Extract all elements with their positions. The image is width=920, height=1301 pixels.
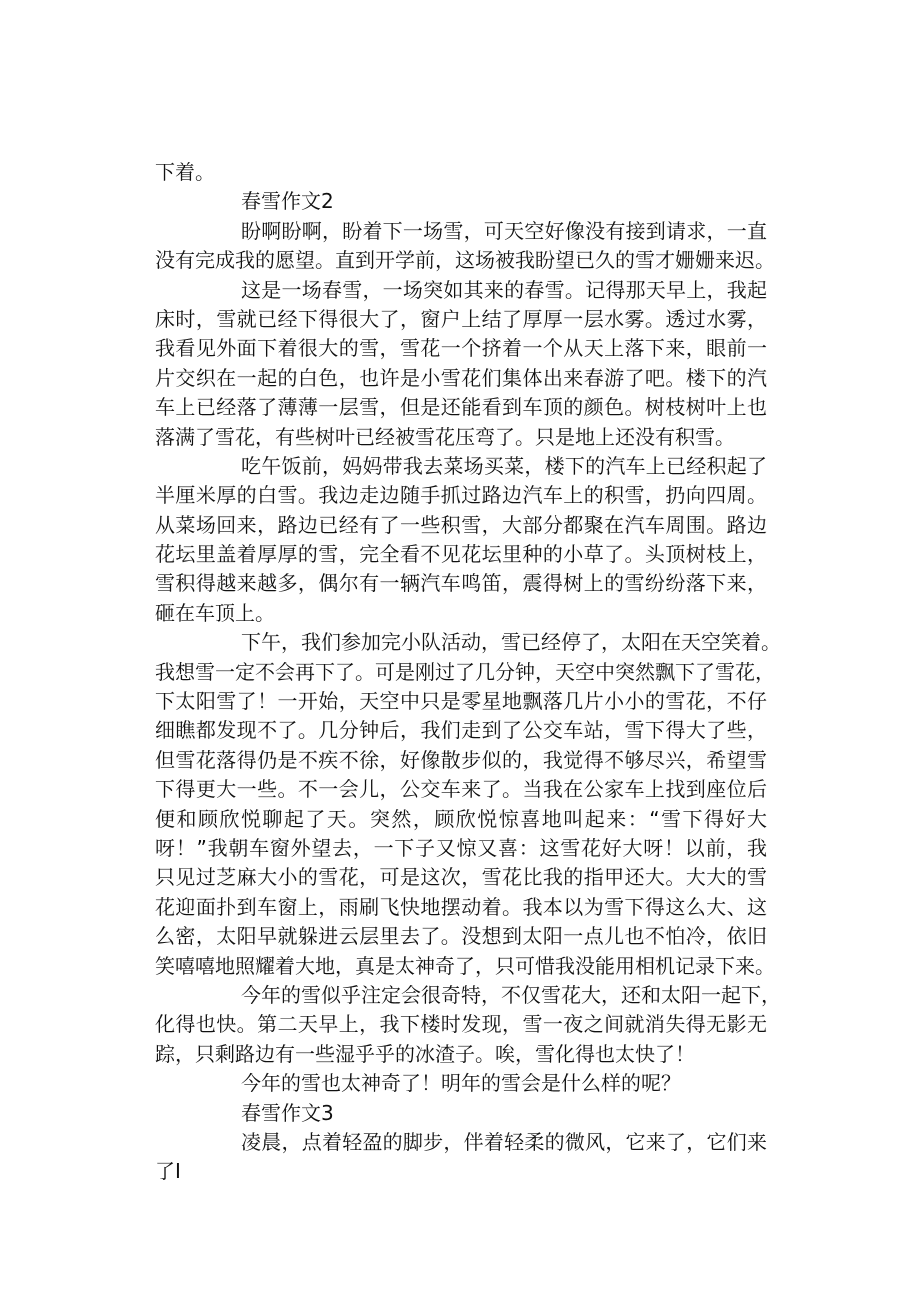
text-line: 盼啊盼啊，盼着下一场雪，可天空好像没有接到请求，一直 [241,218,767,243]
text-line: 床时，雪就已经下得很大了，窗户上结了厚厚一层水雾。透过水雾， [155,306,767,331]
text-line: 只见过芝麻大小的雪花，可是这次，雪花比我的指甲还大。大大的雪 [155,865,767,890]
text-line: 但雪花落得仍是不疾不徐，好像散步似的，我觉得不够尽兴，希望雪 [155,747,767,772]
text-line: 今年的雪也太神奇了！明年的雪会是什么样的呢？ [241,1071,681,1096]
text-line: 踪，只剩路边有一些湿乎乎的冰渣子。唉，雪化得也太快了！ [155,1041,695,1066]
text-line: 细瞧都发现不了。几分钟后，我们走到了公交车站，雪下得大了些， [155,718,767,743]
text-line: 砸在车顶上。 [155,600,275,625]
text-line: 便和顾欣悦聊起了天。突然，顾欣悦惊喜地叫起来：“雪下得好大 [155,806,767,831]
text-line: 我看见外面下着很大的雪，雪花一个挤着一个从天上落下来，眼前一 [155,336,767,361]
text-line: 车上已经落了薄薄一层雪，但是还能看到车顶的颜色。树枝树叶上也 [155,395,767,420]
text-line: 呀！”我朝车窗外望去，一下子又惊又喜：这雪花好大呀！以前，我 [155,835,767,860]
text-line: 从菜场回来，路边已经有了一些积雪，大部分都聚在汽车周围。路边 [155,512,767,537]
text-line: 么密，太阳早就躲进云层里去了。没想到太阳一点儿也不怕冷，依旧 [155,924,767,949]
text-line: 下得更大一些。不一会儿，公交车来了。当我在公家车上找到座位后 [155,777,767,802]
text-line: 花迎面扑到车窗上，雨刷飞快地摆动着。我本以为雪下得这么大、这 [155,894,767,919]
text-line: 了I [155,1159,181,1184]
text-line: 吃午饭前，妈妈带我去菜场买菜，楼下的汽车上已经积起了 [241,453,767,478]
text-line: 没有完成我的愿望。直到开学前，这场被我盼望已久的雪才姗姗来迟。 [155,248,775,273]
text-line: 春雪作文2 [241,189,334,214]
text-line: 落满了雪花，有些树叶已经被雪花压弯了。只是地上还没有积雪。 [155,424,735,449]
text-line: 下太阳雪了！一开始，天空中只是零星地飘落几片小小的雪花，不仔 [155,689,767,714]
text-line: 化得也快。第二天早上，我下楼时发现，雪一夜之间就消失得无影无 [155,1012,767,1037]
text-line: 这是一场春雪，一场突如其来的春雪。记得那天早上，我起 [241,277,767,302]
text-line: 今年的雪似乎注定会很奇特，不仅雪花大，还和太阳一起下， [241,982,781,1007]
text-line: 片交织在一起的白色，也许是小雪花们集体出来春游了吧。楼下的汽 [155,365,767,390]
document-page [155,158,781,1187]
text-line: 笑嘻嘻地照耀着大地，真是太神奇了，只可惜我没能用相机记录下来。 [155,953,775,978]
text-line: 下午，我们参加完小队活动，雪已经停了，太阳在天空笑着。 [241,630,781,655]
text-line: 花坛里盖着厚厚的雪，完全看不见花坛里种的小草了。头顶树枝上， [155,542,767,567]
text-line: 凌晨，点着轻盈的脚步，伴着轻柔的微风，它来了，它们来 [241,1129,767,1154]
text-line: 我想雪一定不会再下了。可是刚过了几分钟，天空中突然飘下了雪花， [155,659,775,684]
text-line: 下着。 [155,160,215,184]
text-line: 半厘米厚的白雪。我边走边随手抓过路边汽车上的积雪，扔向四周。 [155,483,767,508]
text-line: 春雪作文3 [241,1100,334,1125]
text-line: 雪积得越来越多，偶尔有一辆汽车鸣笛，震得树上的雪纷纷落下来， [155,571,767,596]
